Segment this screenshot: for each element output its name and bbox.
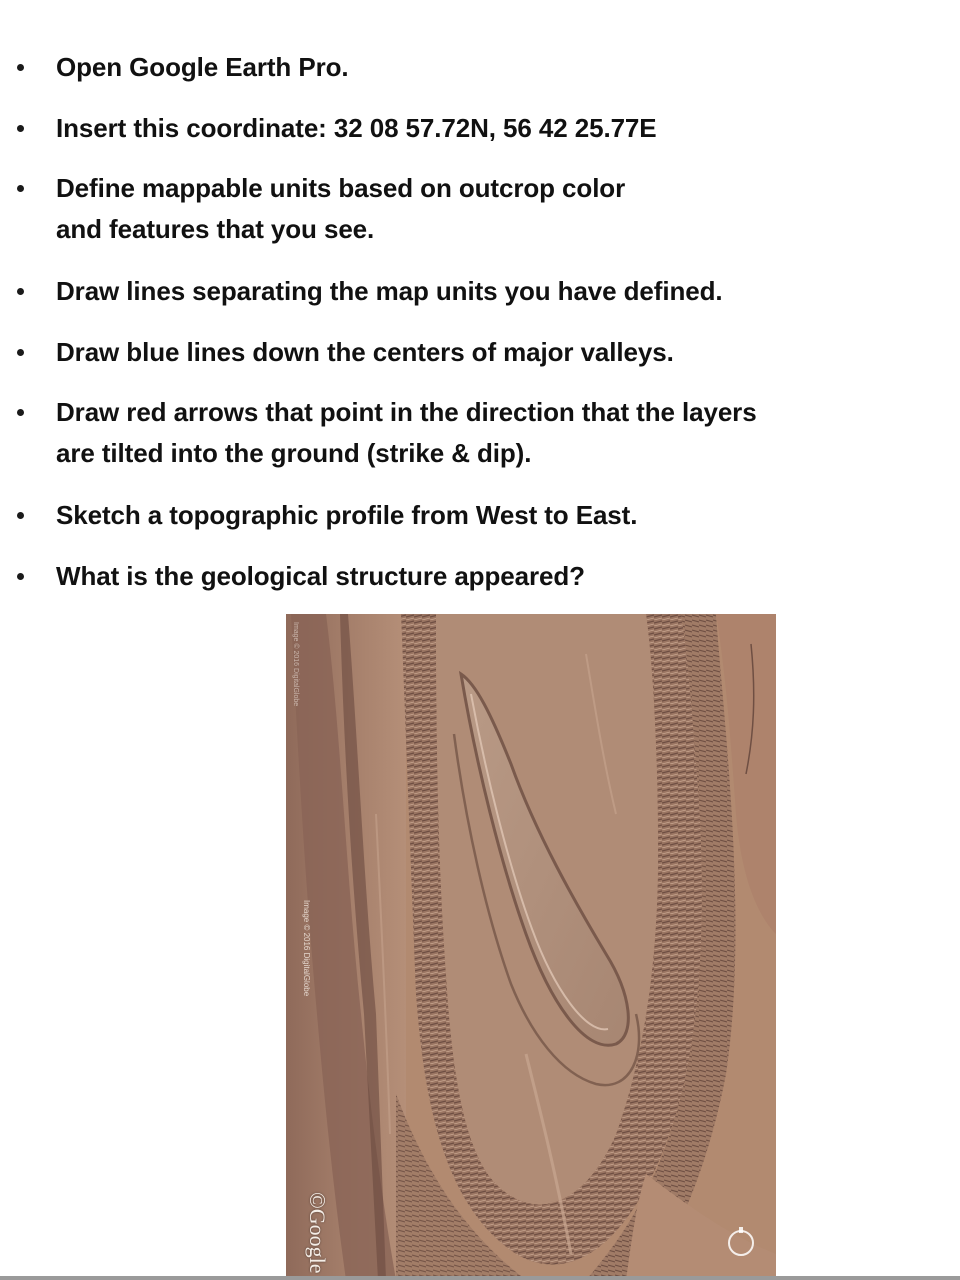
bullet-icon — [17, 288, 24, 295]
instruction-text: Draw blue lines down the centers of major valleys. — [56, 337, 674, 367]
google-watermark: ©Google — [305, 1192, 330, 1274]
compass-icon — [728, 1230, 754, 1256]
image-credit-strip: Image © 2016 DigitalGlobe — [292, 622, 299, 707]
instruction-text: Open Google Earth Pro. — [56, 52, 349, 82]
bullet-icon — [17, 125, 24, 132]
image-credit: Image © 2016 DigitalGlobe — [302, 900, 311, 997]
instruction-text: and features that you see. — [56, 214, 375, 244]
bullet-icon — [17, 64, 24, 71]
instruction-text: are tilted into the ground (strike & dip). — [56, 438, 532, 468]
instruction-text: Draw lines separating the map units you have defined. — [56, 276, 723, 306]
instruction-text: Draw red arrows that point in the direction that the layers — [56, 397, 757, 427]
satellite-image — [286, 614, 776, 1280]
instruction-text: Define mappable units based on outcrop color — [56, 173, 626, 203]
bullet-icon — [17, 573, 24, 580]
instruction-text: What is the geological structure appeared? — [56, 561, 585, 591]
bullet-icon — [17, 512, 24, 519]
bullet-icon — [17, 185, 24, 192]
instruction-text: Insert this coordinate: 32 08 57.72N, 56 42 25.77E — [56, 113, 657, 143]
bullet-icon — [17, 349, 24, 356]
instruction-text: Sketch a topographic profile from West to East. — [56, 500, 638, 530]
bullet-icon — [17, 409, 24, 416]
page-bottom-border — [0, 1276, 960, 1280]
